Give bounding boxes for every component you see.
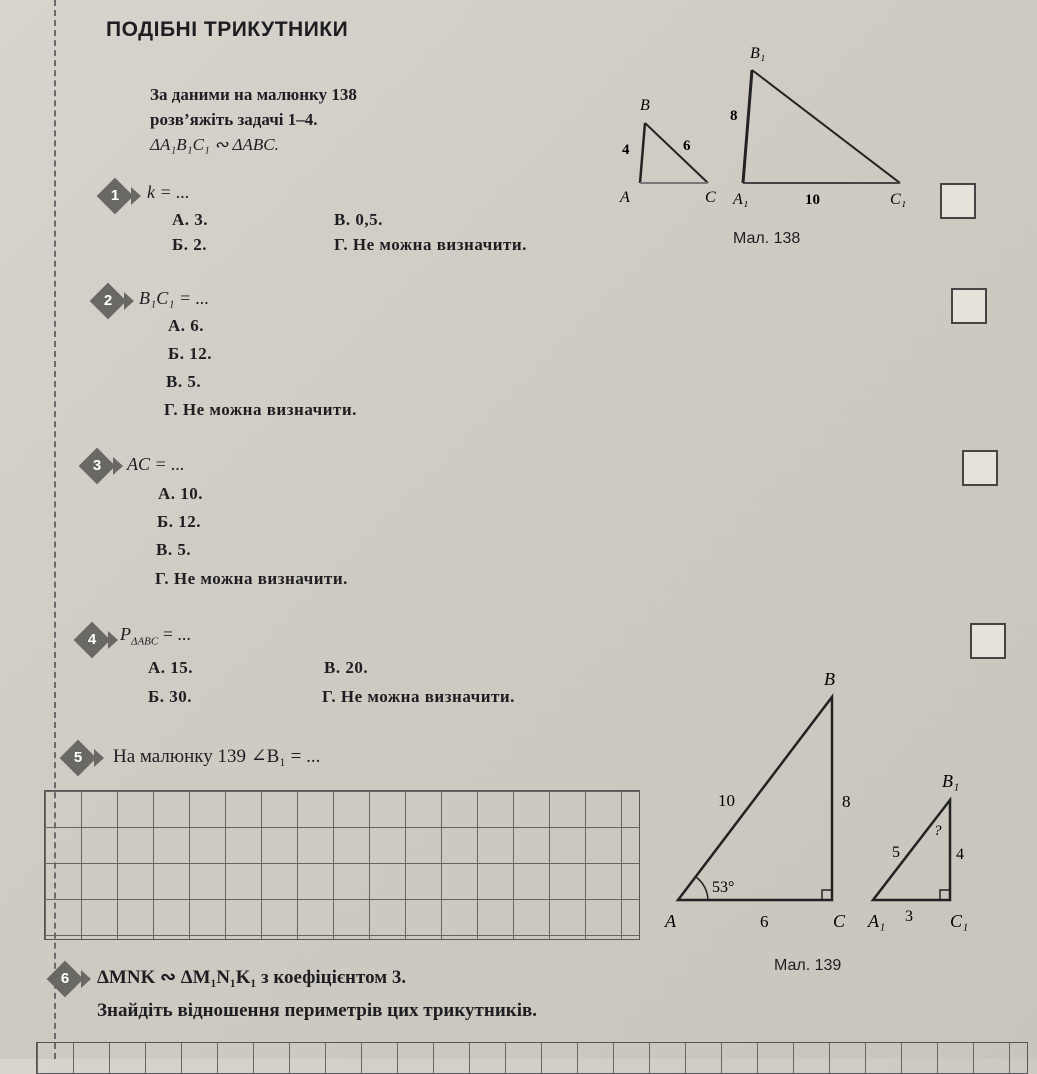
fig138-caption: Мал. 138 <box>733 230 801 247</box>
fig138-big-side-ab <box>743 70 752 183</box>
q6-line-1: ΔMNK ∾ ΔM₁N₁K₁ з коефіцієнтом 3. <box>97 967 407 988</box>
q4-number: 4 <box>87 631 97 648</box>
q2-answer-box[interactable] <box>951 288 987 324</box>
q1-option-a: А. 3. <box>172 210 209 229</box>
figure-138 <box>600 40 940 255</box>
fig139-label-b: B <box>824 669 835 689</box>
fig139-label-angle: 53° <box>712 879 735 896</box>
q1-text: k = ... <box>147 182 190 202</box>
q2-arrow <box>124 292 134 310</box>
q4-tail: = ... <box>158 624 191 644</box>
intro-line-1: За даними на малюнку 138 <box>150 85 357 104</box>
fig138-big-side-bc <box>752 70 900 183</box>
fig138-label-c: C <box>705 189 716 206</box>
q4-answer-box[interactable] <box>970 623 1006 659</box>
q4-subscript: ΔABC <box>131 635 159 648</box>
figure-139 <box>660 665 990 950</box>
fig139-label-bc: 8 <box>842 792 851 811</box>
q1-answer-box[interactable] <box>940 183 976 219</box>
q3-option-b: Б. 12. <box>157 512 201 531</box>
fig139-big-triangle <box>678 697 832 900</box>
fig139-label-unknown-angle: ? <box>934 823 942 839</box>
fig138-label-b1: B₁ <box>750 45 766 62</box>
q4-option-v: В. 20. <box>324 658 369 677</box>
q5-arrow <box>94 749 104 767</box>
fig139-small-right-angle <box>940 890 950 900</box>
q3-option-a: А. 10. <box>158 484 204 503</box>
q5-number: 5 <box>73 749 83 766</box>
fig139-big-right-angle <box>822 890 832 900</box>
fig139-label-ab: 10 <box>718 791 735 810</box>
q1-option-v: В. 0,5. <box>334 210 383 229</box>
fig139-label-b1: B₁ <box>942 771 960 791</box>
fig139-label-c: C <box>833 911 846 931</box>
q2-option-a: А. 6. <box>168 316 205 335</box>
q4-perimeter-symbol: P <box>120 624 131 644</box>
fig138-small-side-ab <box>640 123 645 183</box>
q4-option-a: А. 15. <box>148 658 194 677</box>
q5-answer-grid[interactable] <box>44 790 640 940</box>
q4-text <box>120 624 191 648</box>
q2-option-b: Б. 12. <box>168 344 212 363</box>
q3-arrow <box>113 457 123 475</box>
q3-option-g: Г. Не можна визначити. <box>155 569 348 588</box>
q4-option-b: Б. 30. <box>148 687 192 706</box>
fig139-label-ac: 6 <box>760 912 769 931</box>
q3-number: 3 <box>92 457 102 474</box>
q1-option-g: Г. Не можна визначити. <box>334 235 527 254</box>
fig138-label-a1b1: 8 <box>730 108 738 124</box>
q6-answer-grid[interactable] <box>36 1042 1028 1074</box>
q5-text: На малюнку 139 ∠B₁ = ... <box>113 746 321 767</box>
q6-line-2: Знайдіть відношення периметрів цих трикутників. <box>97 1000 537 1021</box>
fig138-label-a1: A₁ <box>733 191 749 208</box>
q2-number: 2 <box>103 292 113 309</box>
q1-option-b: Б. 2. <box>172 235 207 254</box>
intro-line-2: розв’яжіть задачі 1–4. <box>150 110 318 129</box>
fig139-caption: Мал. 139 <box>774 957 842 974</box>
q6-number: 6 <box>60 970 70 987</box>
q3-option-v: В. 5. <box>156 540 192 559</box>
q3-text: AC = ... <box>127 454 185 474</box>
q2-text: B₁C₁ = ... <box>139 288 210 308</box>
fig138-label-a: A <box>620 189 630 206</box>
page-title: ПОДІБНІ ТРИКУТНИКИ <box>106 18 349 41</box>
fig139-label-b1c1: 4 <box>956 846 964 863</box>
q4-option-g: Г. Не можна визначити. <box>322 687 515 706</box>
q2-option-v: В. 5. <box>166 372 202 391</box>
fig139-label-a1c1: 3 <box>905 908 913 925</box>
q2-option-g: Г. Не можна визначити. <box>164 400 357 419</box>
fig139-small-triangle <box>873 800 950 900</box>
q3-answer-box[interactable] <box>962 450 998 486</box>
fig138-small-side-bc <box>645 123 708 183</box>
q1-arrow <box>131 187 141 205</box>
q4-arrow <box>108 631 118 649</box>
fig138-label-c1: C₁ <box>890 191 907 208</box>
fig138-label-bc: 6 <box>683 138 691 154</box>
fig138-label-b: B <box>640 97 650 114</box>
fig139-label-a1b1: 5 <box>892 844 900 861</box>
fig139-angle-arc <box>696 877 708 900</box>
fig138-label-ab: 4 <box>622 142 630 158</box>
fig139-label-c1: C₁ <box>950 911 969 931</box>
q6-arrow <box>81 970 91 988</box>
fig139-label-a1: A₁ <box>868 911 886 931</box>
intro-text <box>150 82 357 157</box>
intro-similarity: ΔA₁B₁C₁ ∾ ΔABC. <box>150 135 279 154</box>
fig138-label-a1c1: 10 <box>805 192 820 208</box>
q1-number: 1 <box>110 187 120 204</box>
fig139-label-a: A <box>665 911 676 931</box>
